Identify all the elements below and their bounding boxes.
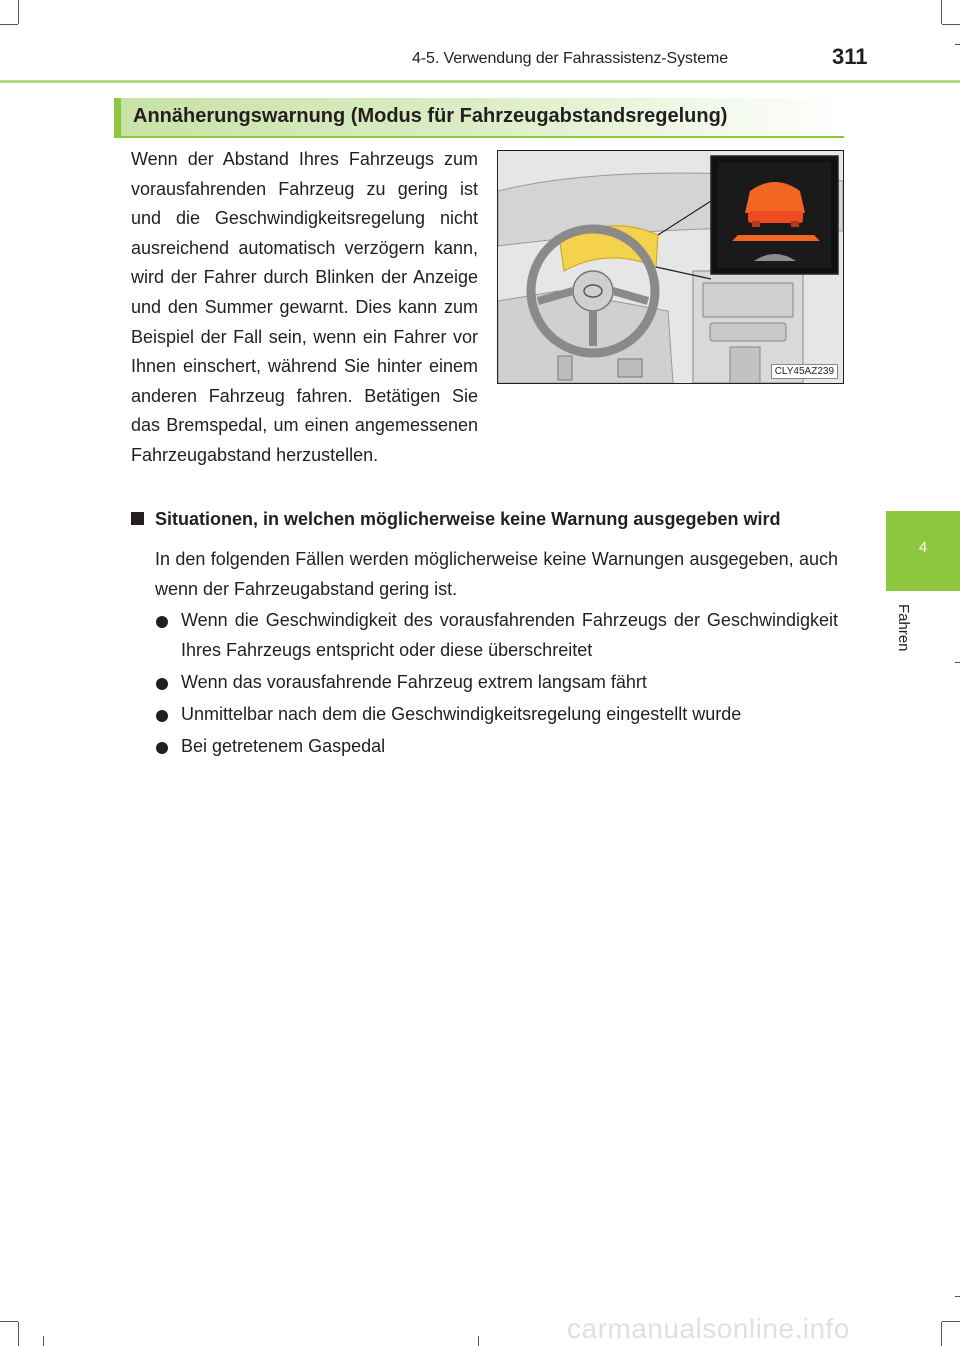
bullet-dot-icon (156, 616, 168, 628)
bullet-dot-icon (156, 710, 168, 722)
dashboard-drawing (498, 151, 843, 383)
illustration-code: CLY45AZ239 (771, 364, 838, 379)
crop-mark (18, 0, 19, 24)
bullet-dot-icon (156, 742, 168, 754)
subsection-heading (131, 509, 780, 530)
square-bullet-icon (131, 512, 144, 525)
watermark: carmanualsonline.info (567, 1313, 850, 1344)
list-item-text: Bei getretenem Gaspedal (181, 735, 386, 756)
chapter-number: 4 (918, 539, 928, 556)
section-title-bar (114, 98, 844, 136)
crop-mark (18, 1322, 19, 1346)
header-rule (0, 80, 960, 83)
list-item (155, 732, 838, 762)
crop-mark (955, 1296, 960, 1297)
crop-mark (478, 1336, 479, 1346)
list-item-text: Wenn das vorausfahrende Fahrzeug extrem langsam fährt (181, 671, 647, 692)
subsection-heading-text: Situationen, in welchen möglicherweise keine Warnung ausgegeben wird (155, 509, 781, 529)
chapter-label: Fahren (895, 604, 912, 652)
crop-mark (955, 44, 960, 45)
crop-mark (941, 1322, 942, 1346)
chapter-tab (886, 511, 960, 591)
crop-mark (0, 24, 18, 25)
list-item-text: Unmittelbar nach dem die Geschwindigkeitsregelung eingestellt wurde (181, 703, 742, 724)
crop-mark (43, 1336, 44, 1346)
list-item (155, 606, 838, 665)
crop-mark (942, 1321, 960, 1322)
bullet-dot-icon (156, 678, 168, 690)
page-number: 311 (832, 44, 868, 69)
section-title: Annäherungswarnung (Modus für Fahrzeugabstandsregelung) (133, 105, 728, 127)
bullet-list (155, 606, 838, 764)
section-title-rule (114, 136, 844, 138)
crop-mark (955, 662, 960, 663)
dashboard-illustration (497, 150, 844, 384)
crop-mark (942, 24, 960, 25)
subsection-paragraph: In den folgenden Fällen werden möglicherweise keine Warnungen ausgegeben, auch wenn der Fahrzeugabstand gering ist. (155, 549, 838, 599)
list-item-text: Wenn die Geschwindigkeit des vorausfahrenden Fahrzeugs der Geschwindigkeit Ihres Fahrzeugs entspricht oder diese überschreitet (181, 610, 838, 660)
intro-paragraph: Wenn der Abstand Ihres Fahrzeugs zum vorausfahrenden Fahrzeug zu gering ist und die Geschwindigkeitsregelung nicht ausreichend automatisch verzögern kann, wird der Fahrer durch Blinken der Anzeige und den Summer gewarnt. Dies kann zum Beispiel der Fall sein, wenn ein Fahrer vor Ihnen einschert, während Sie hinter einem anderen Fahrzeug fahren. Betätigen Sie das Bremspedal, um einen angemessenen Fahrzeugabstand herzustellen. (131, 149, 478, 465)
list-item (155, 668, 838, 698)
crop-mark (0, 1321, 18, 1322)
running-header: 4-5. Verwendung der Fahrassistenz-Systeme (412, 50, 729, 67)
list-item (155, 700, 838, 730)
crop-mark (941, 0, 942, 24)
